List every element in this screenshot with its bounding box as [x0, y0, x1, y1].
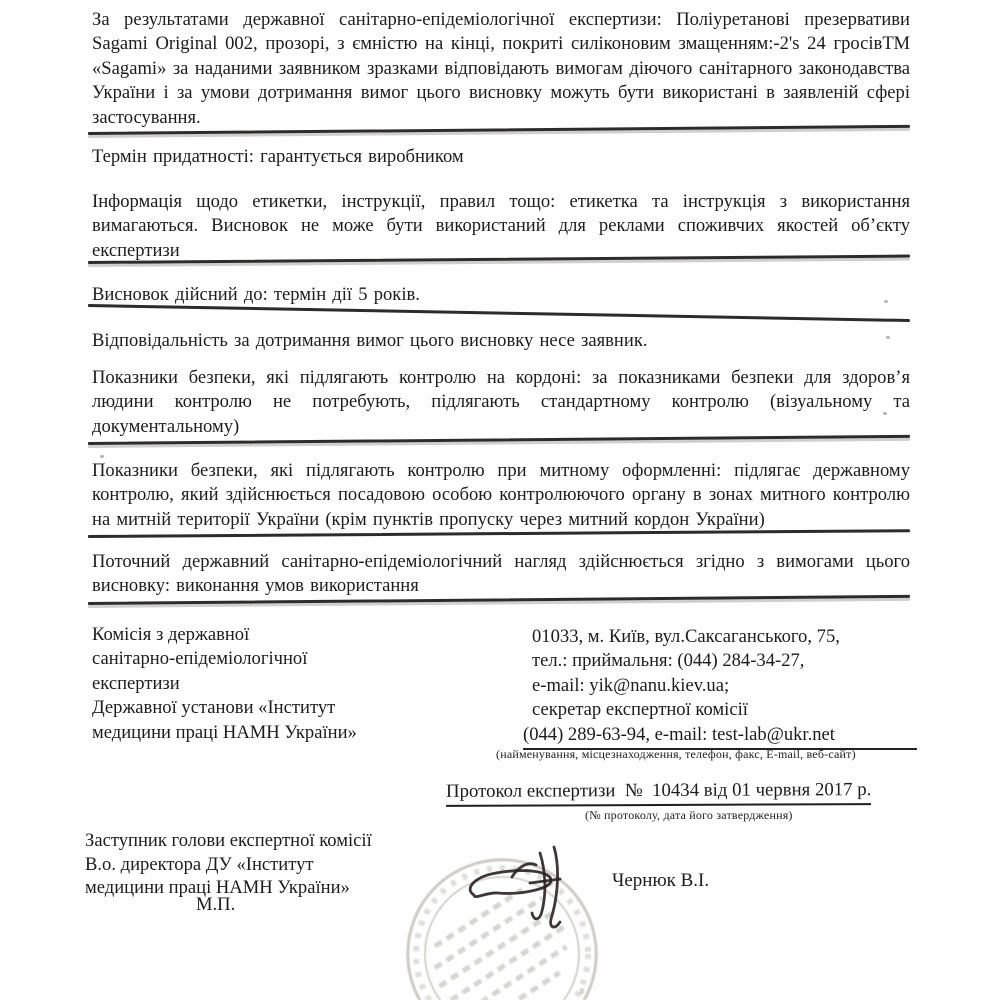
contact-phone: тел.: приймальня: (044) 284-34-27, [532, 650, 805, 672]
commission-line: експертизи [92, 672, 180, 694]
signer-name: Чернюк В.І. [612, 870, 710, 891]
signatory-title-block [85, 829, 430, 900]
paragraph-border-control: Показники безпеки, які підлягають контролю на кордоні: за показниками безпеки для здоров’я людини контролю не потребують, підлягають стандартному контролю (візуальному та документальному) [92, 367, 910, 437]
commission-line: медицини праці НАМН України» [92, 721, 357, 743]
contact-email: e-mail: yik@nanu.kiev.ua; [532, 674, 730, 696]
signatory-title-line: медицини праці НАМН України» [85, 877, 350, 899]
commission-name-block [92, 623, 442, 745]
paragraph-customs-control: Показники безпеки, які підлягають контролю при митному оформленні: підлягає державному контролю, який здійснюється посадовою особою контролюючого органу в зонах митного контролю на митній території України (крім пунктів пропуску через митний кордон України) [92, 460, 910, 530]
scan-speck [100, 455, 104, 458]
paragraph-conclusion: За результатами державної санітарно-епідеміологічної експертизи: Поліуретанові презервативи Sagami Original 002, прозорі, з ємністю на кінці, покриті силіконовим змащенням:-2's 24 гросівТМ «Sagami» за наданими заявником зразками відповідають вимогам діючого санітарного законодавства України і за умови дотримання вимог цього висновку можуть бути використані в заявленій сфері застосування. [92, 9, 910, 128]
protocol-number-line: Протокол експертизи № 10434 від 01 червня 2017 р. [446, 779, 871, 807]
commission-line: санітарно-епідеміологічної [92, 648, 308, 670]
paragraph-validity: Висновок дійсний до: термін дії 5 років. [92, 284, 420, 305]
handwritten-signature [452, 843, 582, 938]
scan-speck [886, 336, 890, 339]
signatory-title-line: Заступник голови експертної комісії [85, 830, 372, 851]
contact-address: 01033, м. Київ, вул.Саксаганського, 75, [532, 626, 840, 647]
protocol-field-caption: (№ протоколу, дата його затвердження) [585, 808, 793, 822]
seal-place-mark: М.П. [196, 894, 236, 915]
paragraph-responsibility: Відповідальність за дотримання вимог цього висновку несе заявник. [92, 330, 648, 351]
commission-contacts-block [523, 625, 917, 750]
commission-line: Комісія з державної [92, 624, 250, 645]
contacts-field-caption: (найменування, місцезнаходження, телефон, факс, E-mail, веб-сайт) [496, 747, 856, 761]
paragraph-surveillance: Поточний державний санітарно-епідеміологічний нагляд здійснюється згідно з вимогами цього висновку: виконання умов використання [92, 551, 910, 597]
contact-secretary: секретар експертної комісії [532, 699, 748, 721]
scan-speck [883, 412, 887, 415]
contact-secretary-phone-email: (044) 289-63-94, e-mail: test-lab@ukr.net [523, 723, 917, 750]
paragraph-shelf-life: Термін придатності: гарантується виробником [92, 146, 464, 167]
commission-line: Державної установи «Інститут [92, 697, 336, 719]
signatory-title-line: В.о. директора ДУ «Інститут [85, 853, 314, 875]
paragraph-labeling: Інформація щодо етикетки, інструкції, правил тощо: етикетка та інструкція з використання вимагаються. Висновок не може бути використаний для реклами споживчих якостей об’єкту експертизи [92, 191, 910, 261]
scan-speck [884, 300, 888, 303]
